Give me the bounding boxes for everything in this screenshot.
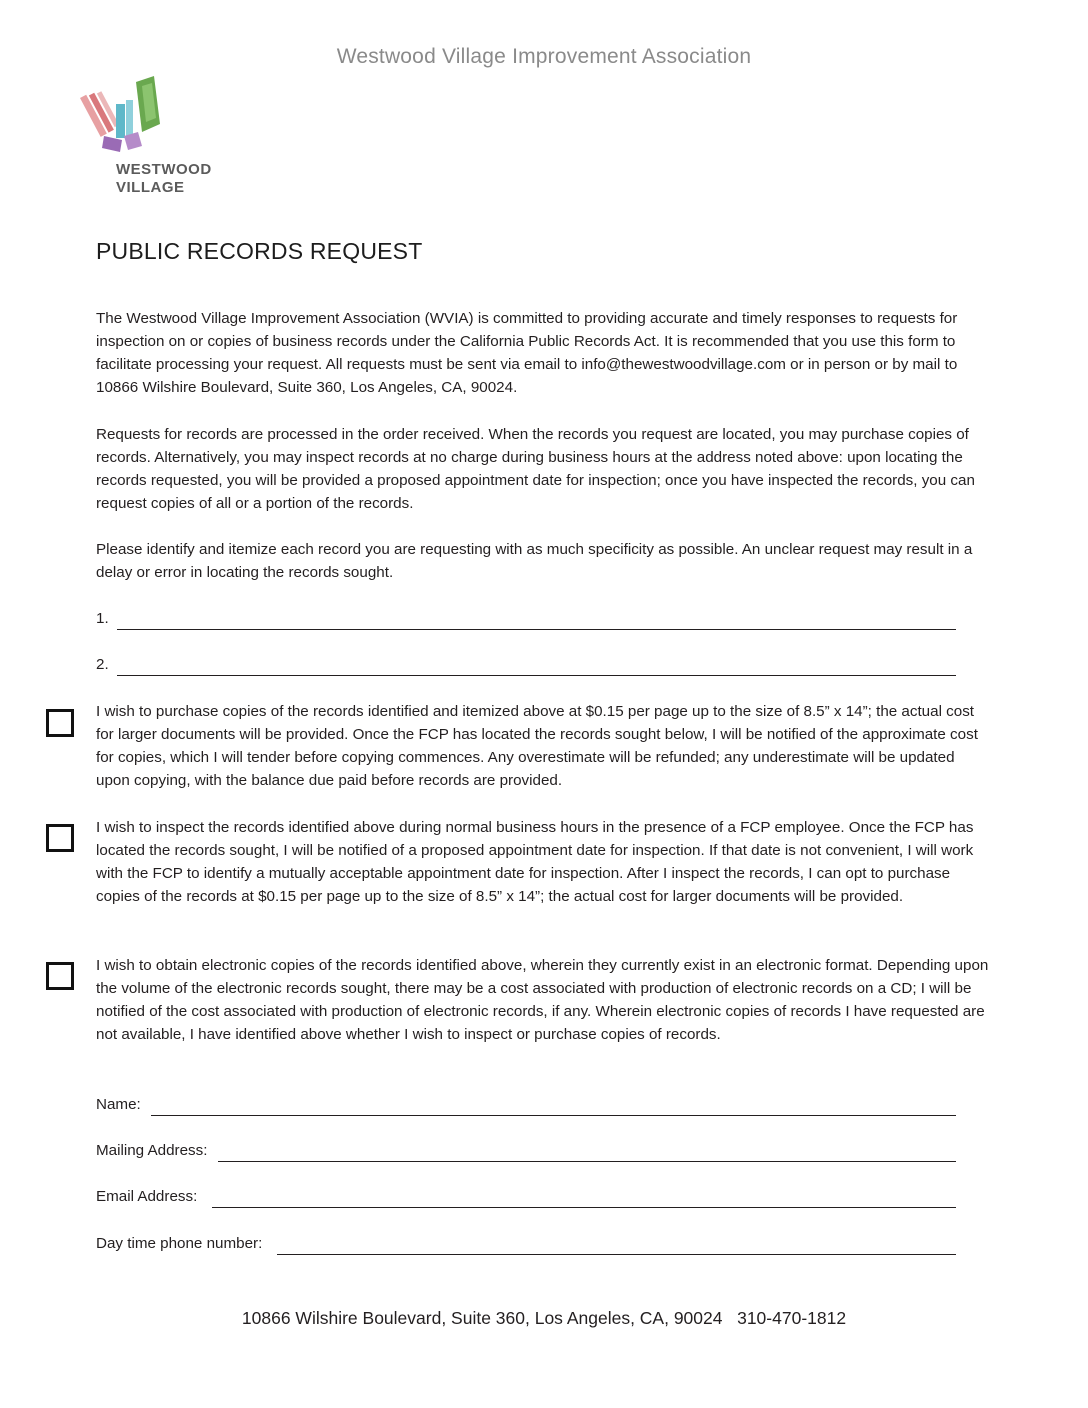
page-title: PUBLIC RECORDS REQUEST	[96, 238, 423, 264]
mailing-address-field	[96, 1139, 956, 1162]
record-item-2	[96, 653, 956, 676]
header-org-name: Westwood Village Improvement Association	[336, 45, 752, 68]
process-paragraph: Requests for records are processed in the order received. When the records you request are located, you may purchase copies of records. Alternatively, you may inspect records at no charge during business hours at the address noted above: upon locating the records requested, you will be provided a proposed appointment date for inspection; once you have inspected the records, you can request copies of all or a portion of the records.	[96, 426, 975, 512]
logo-text-line1: WESTWOOD	[116, 161, 212, 178]
footer-address: 10866 Wilshire Boulevard, Suite 360, Los Angeles, CA, 90024	[241, 1308, 723, 1328]
inspect-records-text: I wish to inspect the records identified above during normal business hours in the presence of a FCP employee. Once the FCP has located the records sought, I will be notified of a proposed appointment date for inspection. If that date is not convenient, I will work with the FCP to identify a mutually acceptable appointment date for inspection. After I inspect the records, I can opt to purchase copies of the records at $0.15 per page up to the size of 8.5” x 14”; the actual cost for larger documents will be provided.	[96, 819, 974, 905]
email-address-field	[96, 1185, 956, 1208]
record-item-label: 2.	[96, 656, 113, 673]
name-field	[96, 1093, 956, 1116]
logo-graphic-icon	[76, 74, 176, 154]
footer-phone: 310-470-1812	[737, 1308, 847, 1328]
inspect-records-checkbox[interactable]	[46, 824, 74, 852]
electronic-copies-text: I wish to obtain electronic copies of the records identified above, wherein they currently exist in an electronic format. Depending upon the volume of the electronic records sought, there may be a cost associated with production of electronic records on a CD; I will be notified of the cost associated with production of electronic records, if any. Wherein electronic copies of records I have requested are not available, I have identified above whether I wish to inspect or purchase copies of records.	[96, 957, 989, 1043]
footer-contact	[0, 1308, 1088, 1329]
electronic-copies-checkbox[interactable]	[46, 962, 74, 990]
record-item-input[interactable]	[117, 660, 956, 676]
purchase-copies-text: I wish to purchase copies of the records identified and itemized above at $0.15 per page up to the size of 8.5” x 14”; the actual cost for larger documents will be provided. Once the FCP has located the records sought below, I will be notified of the approximate cost for copies, which I will tender before copying commences. Any overestimate will be refunded; any underestimate will be updated upon copying, with the balance due paid before records are provided.	[96, 703, 978, 789]
intro-paragraph: The Westwood Village Improvement Association (WVIA) is committed to providing accurate and timely responses to requests for inspection on or copies of business records under the California Public Records Act. It is recommended that you use this form to facilitate processing your request. All requests must be sent via email to info@thewestwoodvillage.com or in person or by mail to 10866 Wilshire Boulevard, Suite 360, Los Angeles, CA, 90024.	[96, 310, 958, 396]
email-address-label: Email Address:	[96, 1188, 206, 1205]
purchase-copies-checkbox[interactable]	[46, 709, 74, 737]
logo-text-line2: VILLAGE	[116, 179, 185, 196]
email-address-input[interactable]	[212, 1192, 956, 1208]
phone-number-label: Day time phone number:	[96, 1235, 271, 1252]
identify-paragraph: Please identify and itemize each record you are requesting with as much specificity as possible. An unclear request may result in a delay or error in locating the records sought.	[96, 541, 973, 581]
phone-number-input[interactable]	[277, 1239, 956, 1255]
record-item-1	[96, 607, 956, 630]
record-item-label: 1.	[96, 610, 113, 627]
name-label: Name:	[96, 1096, 145, 1113]
mailing-address-input[interactable]	[218, 1146, 956, 1162]
mailing-address-label: Mailing Address:	[96, 1142, 212, 1159]
phone-number-field	[96, 1232, 956, 1255]
westwood-village-logo	[76, 74, 226, 199]
record-item-input[interactable]	[117, 614, 956, 630]
name-input[interactable]	[151, 1100, 956, 1116]
